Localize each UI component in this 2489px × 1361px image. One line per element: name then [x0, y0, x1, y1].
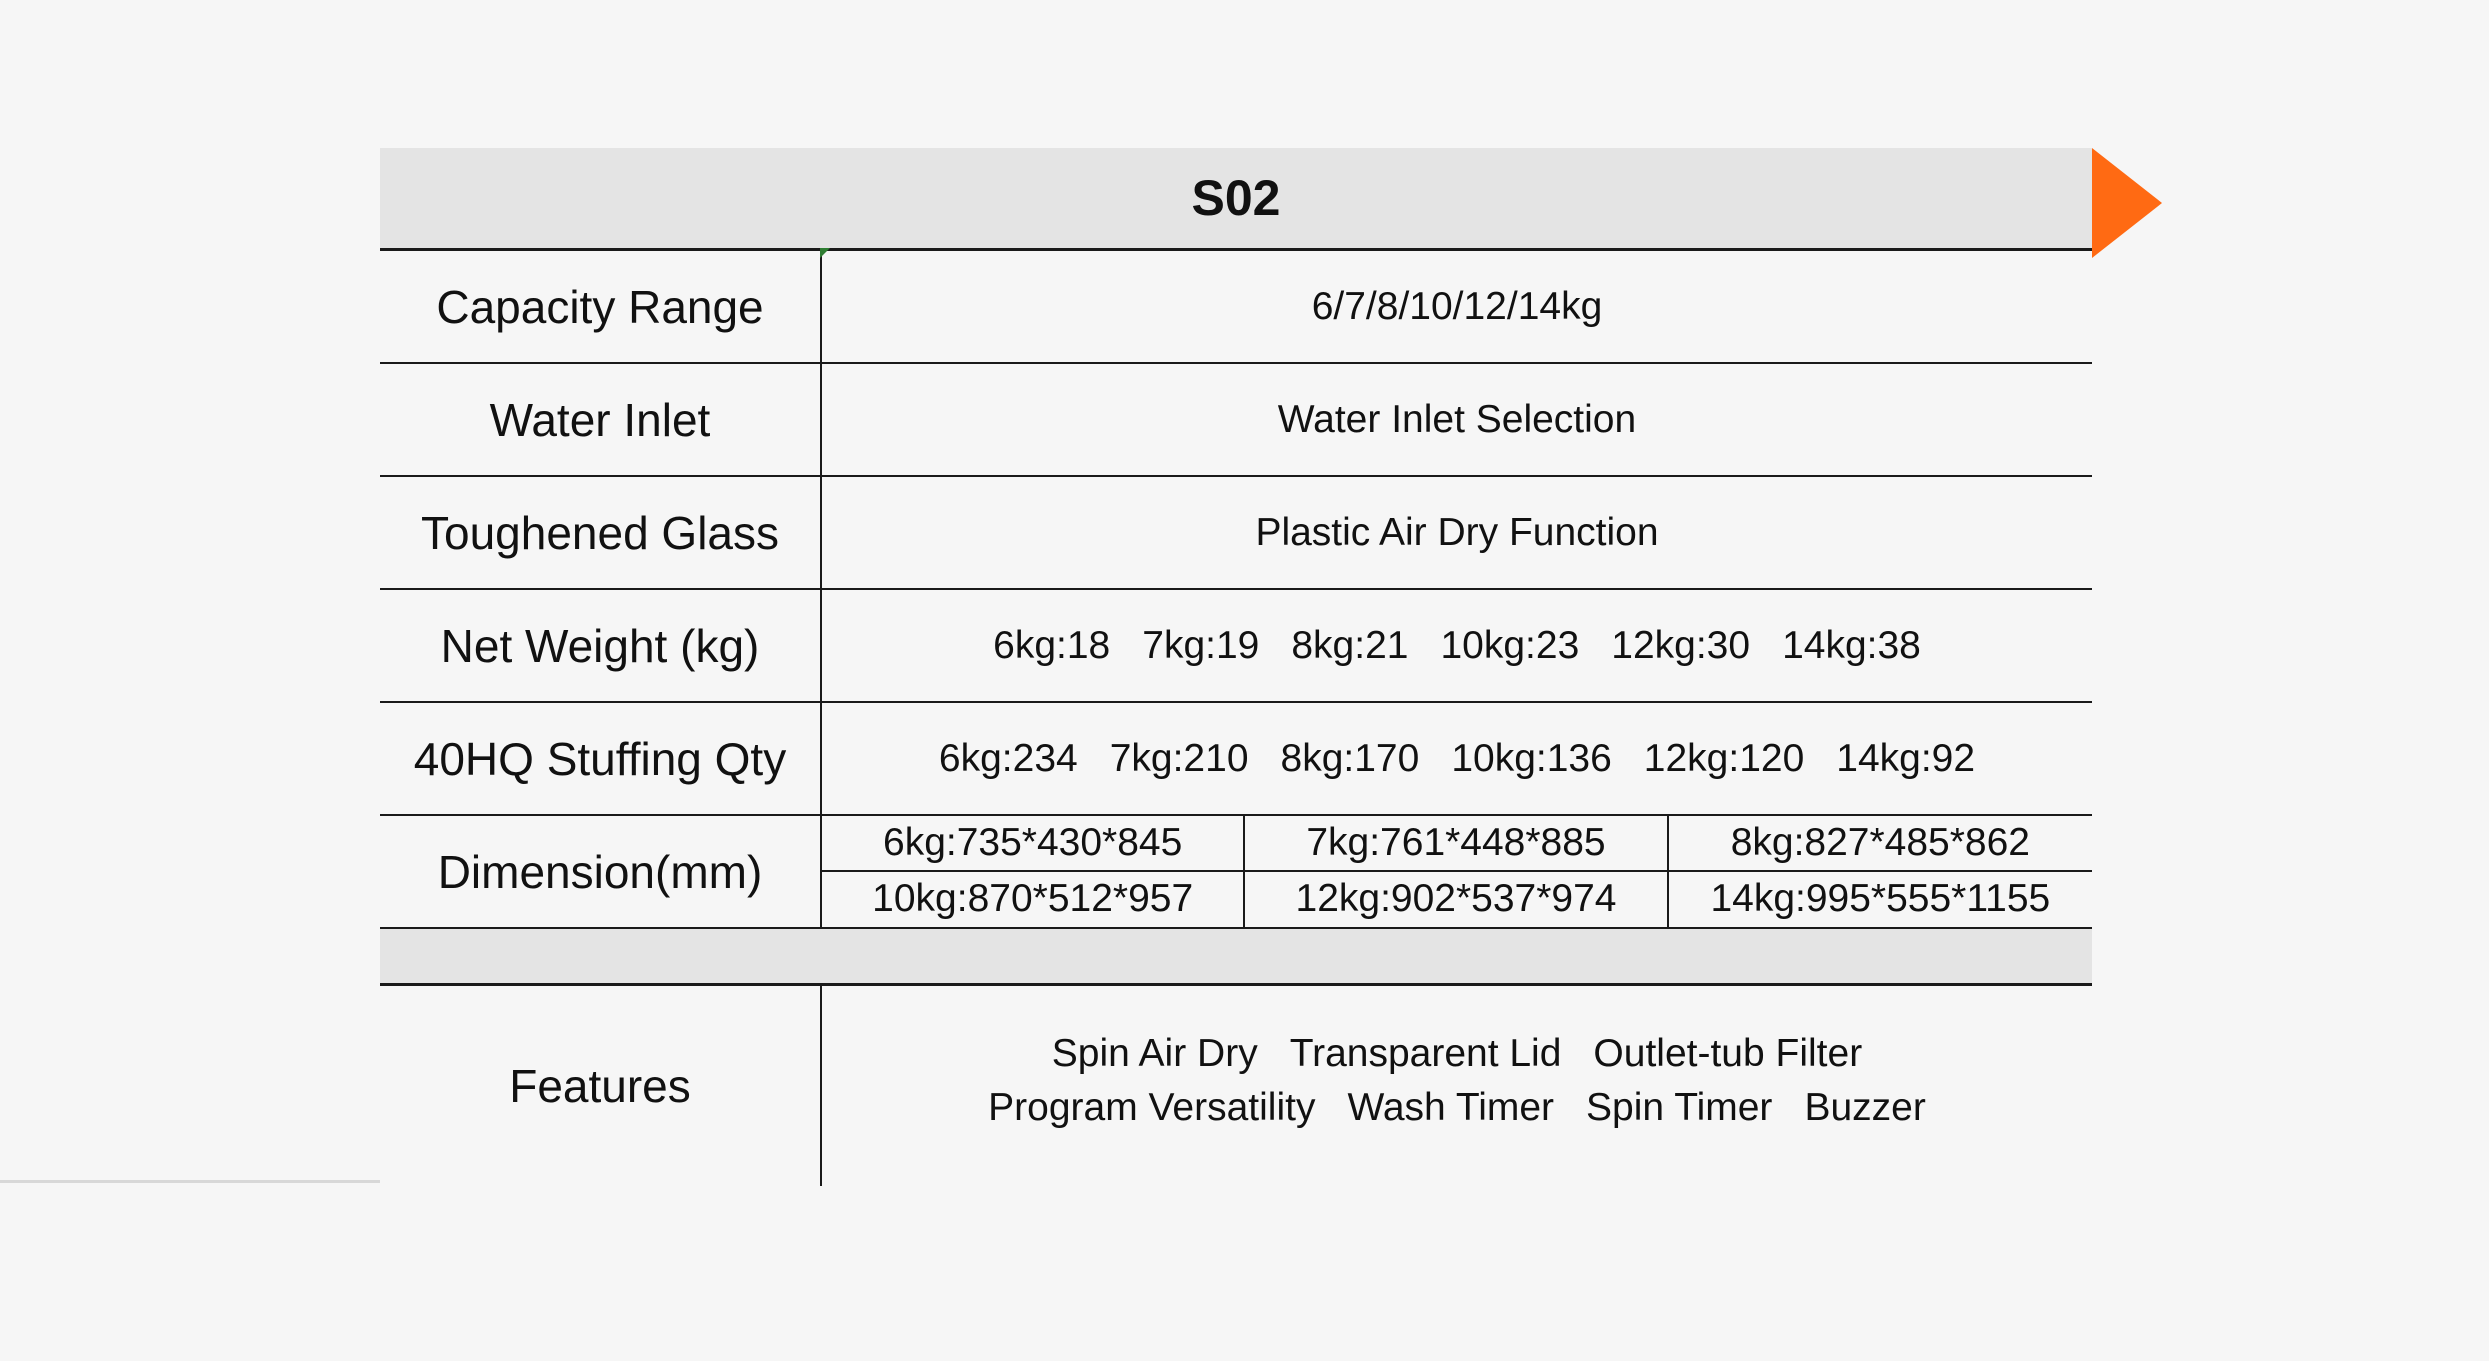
dimension-cell: 7kg:761*448*885 — [1245, 816, 1668, 872]
features-line — [972, 1081, 1942, 1135]
title-bar — [380, 148, 2092, 251]
feature-item: Spin Air Dry — [1051, 1032, 1258, 1075]
row-label: Toughened Glass — [380, 477, 822, 588]
spec-row-stuffing-qty — [380, 703, 2092, 816]
spec-row-water-inlet — [380, 364, 2092, 477]
feature-item: Program Versatility — [988, 1086, 1316, 1129]
arrow-right-icon — [2092, 148, 2162, 258]
dimension-grid — [822, 816, 2092, 927]
feature-item: Outlet-tub Filter — [1593, 1032, 1863, 1075]
net-weight-item: 7kg:19 — [1142, 623, 1260, 667]
stuffing-item: 8kg:170 — [1280, 736, 1420, 780]
row-label: 40HQ Stuffing Qty — [380, 703, 822, 814]
net-weight-item: 12kg:30 — [1611, 623, 1751, 667]
feature-item: Wash Timer — [1347, 1086, 1555, 1129]
spec-row-capacity — [380, 251, 2092, 364]
feature-item: Transparent Lid — [1289, 1032, 1562, 1075]
row-value — [822, 590, 2092, 701]
stuffing-item: 12kg:120 — [1643, 736, 1805, 780]
net-weight-item: 8kg:21 — [1291, 623, 1409, 667]
spec-table — [380, 148, 2092, 1186]
cell-corner-marker — [820, 248, 830, 258]
features-line — [1036, 1027, 1878, 1081]
net-weight-item: 10kg:23 — [1440, 623, 1580, 667]
row-value — [822, 703, 2092, 814]
stuffing-item: 7kg:210 — [1109, 736, 1249, 780]
dimension-cell: 8kg:827*485*862 — [1669, 816, 2092, 872]
feature-item: Spin Timer — [1586, 1086, 1773, 1129]
spec-row-net-weight — [380, 590, 2092, 703]
section-separator — [380, 929, 2092, 986]
dimension-cell: 14kg:995*555*1155 — [1710, 877, 2051, 921]
dimension-cell: 12kg:902*537*974 — [1245, 872, 1668, 928]
stray-divider-line — [0, 1180, 380, 1183]
row-label: Water Inlet — [380, 364, 822, 475]
row-label: Net Weight (kg) — [380, 590, 822, 701]
features-list — [822, 986, 2092, 1186]
net-weight-item: 14kg:38 — [1782, 623, 1921, 667]
row-label: Features — [380, 986, 822, 1186]
dimension-cell: 6kg:735*430*845 — [822, 816, 1245, 872]
row-label: Capacity Range — [380, 251, 822, 362]
stuffing-item: 14kg:92 — [1836, 736, 1976, 780]
feature-item: Buzzer — [1804, 1086, 1926, 1129]
stuffing-item: 10kg:136 — [1451, 736, 1612, 780]
spec-row-dimension — [380, 816, 2092, 929]
row-value: 6/7/8/10/12/14kg — [1311, 284, 1603, 328]
spec-row-features — [380, 986, 2092, 1186]
dimension-cell: 10kg:870*512*957 — [822, 872, 1245, 928]
stuffing-item: 6kg:234 — [938, 736, 1078, 780]
net-weight-item: 6kg:18 — [993, 623, 1111, 667]
model-title: S02 — [1191, 170, 1281, 226]
row-value: Plastic Air Dry Function — [1255, 510, 1659, 554]
row-label: Dimension(mm) — [380, 816, 822, 927]
row-value: Water Inlet Selection — [1277, 397, 1637, 441]
spec-row-toughened-glass — [380, 477, 2092, 590]
